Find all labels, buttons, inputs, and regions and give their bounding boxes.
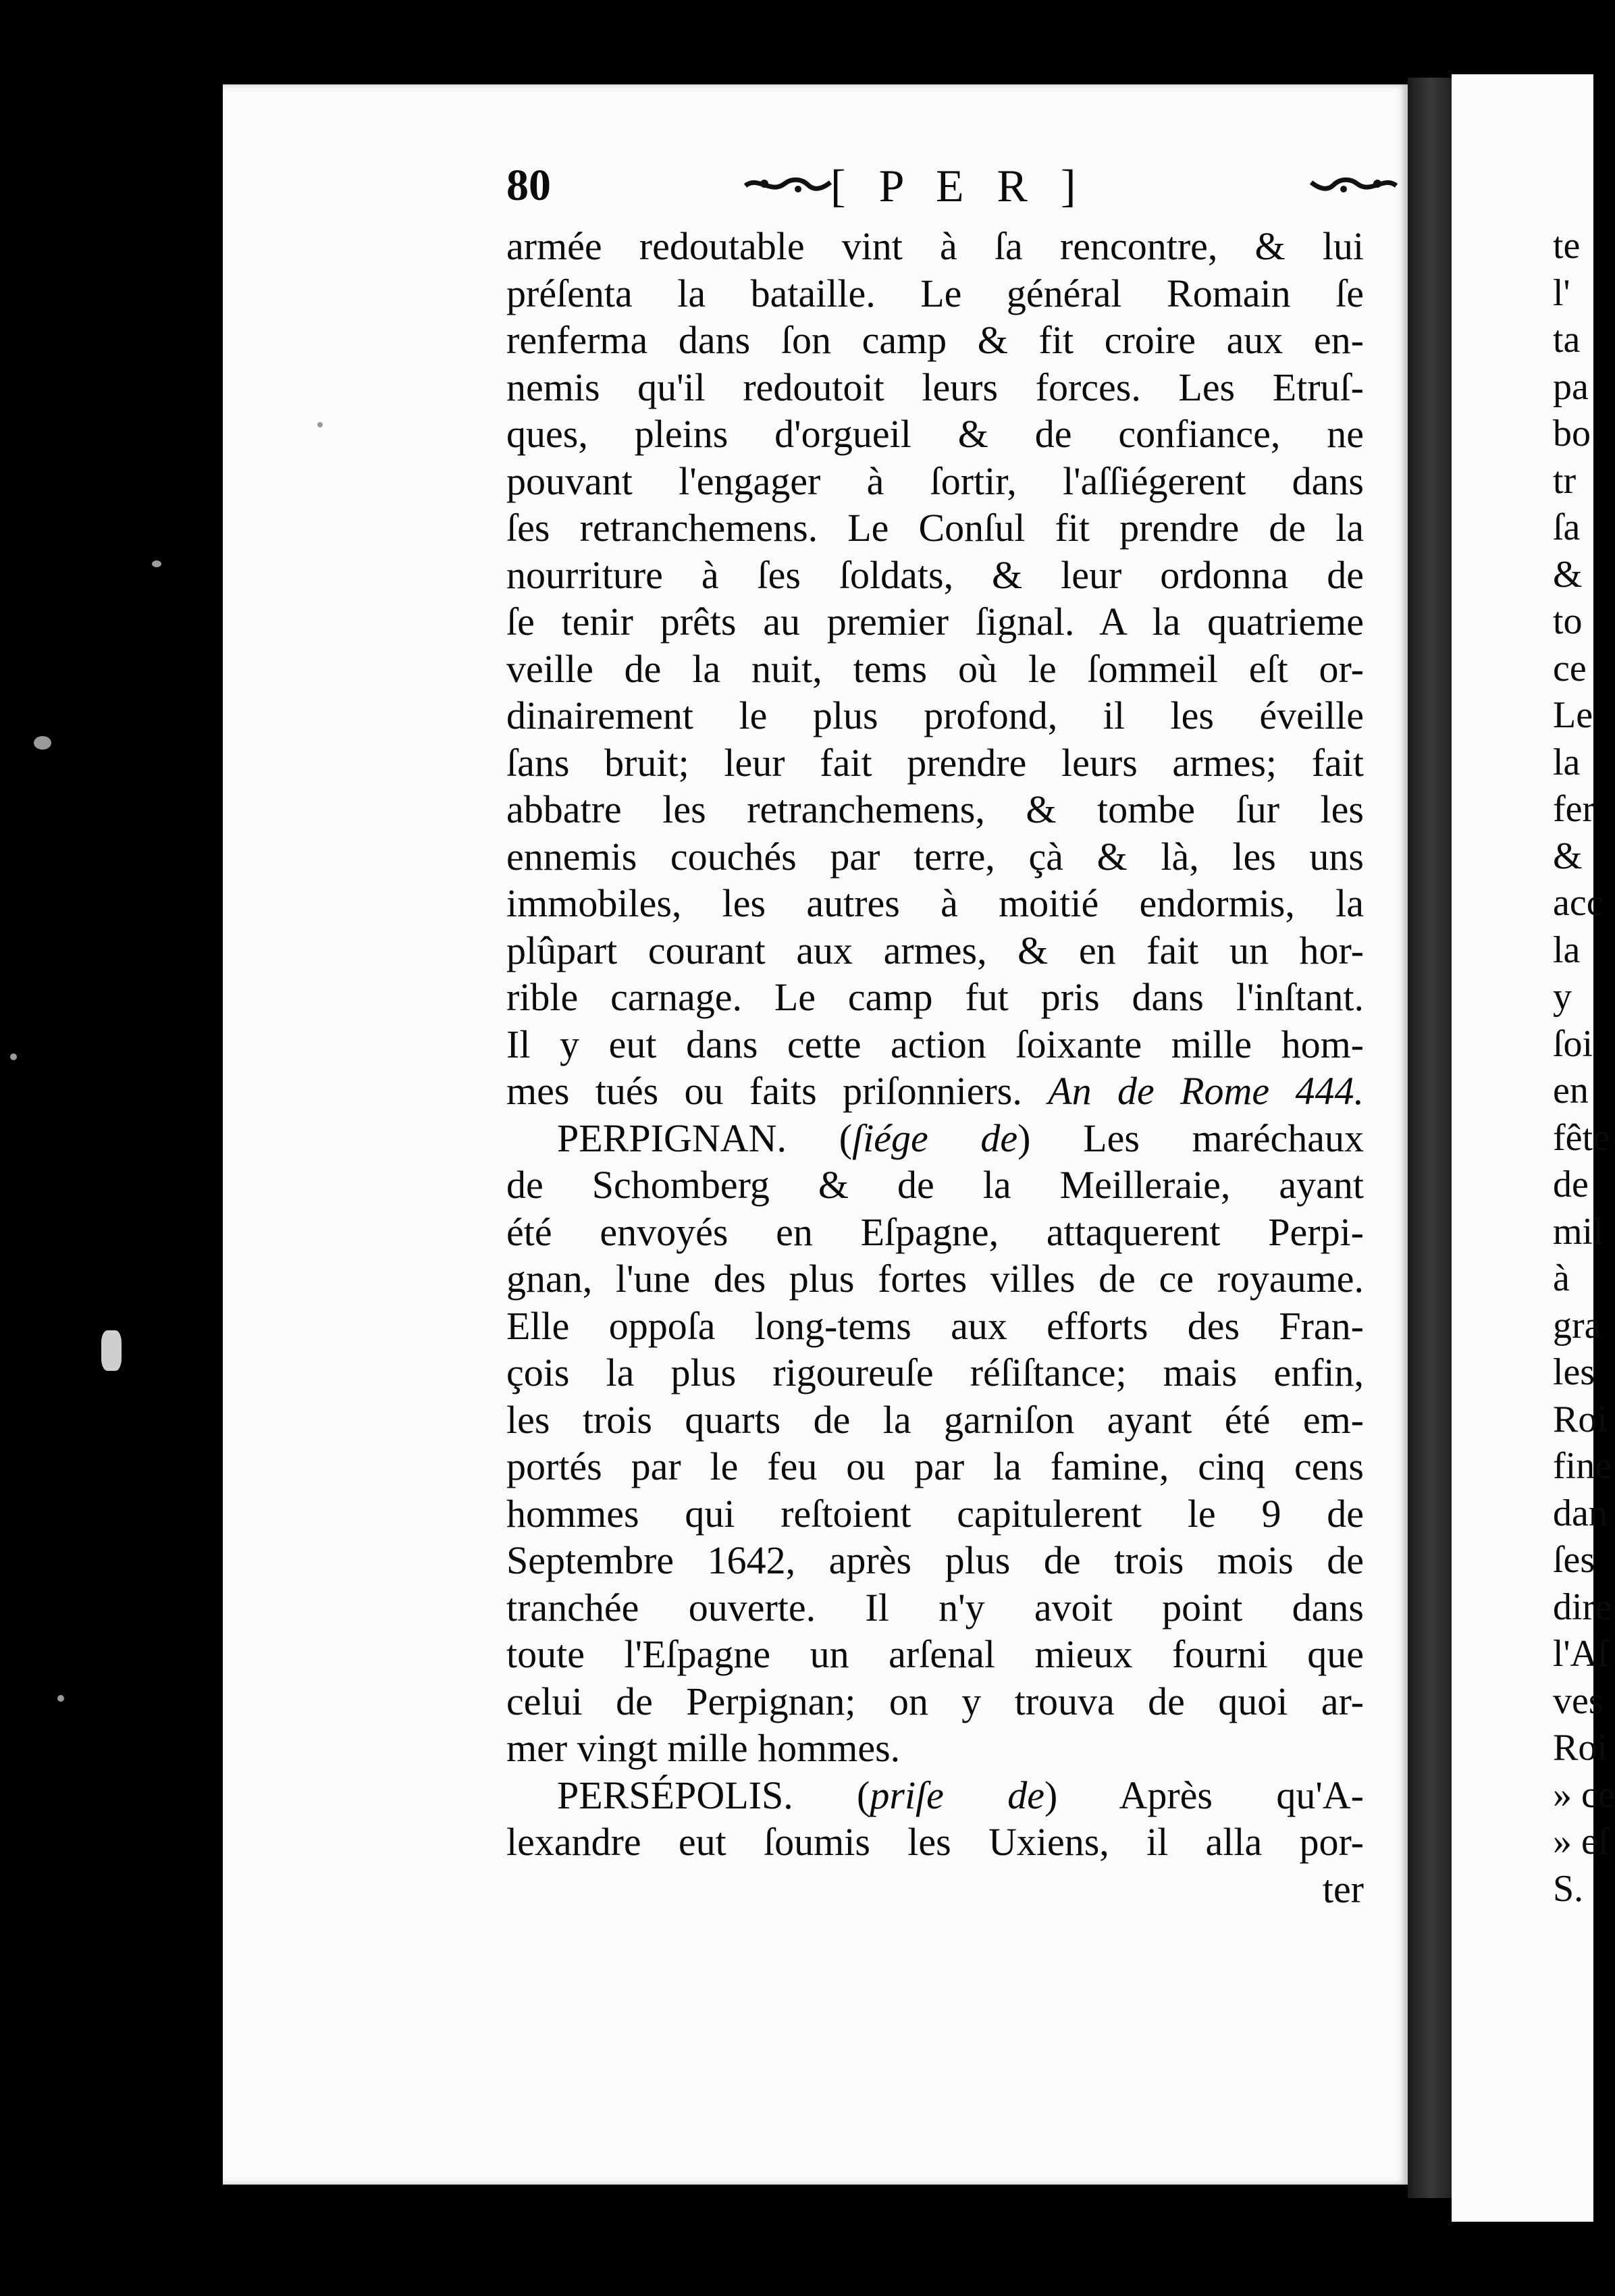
- facing-page-fragment: &: [1553, 553, 1583, 596]
- facing-page-fragments: [1553, 223, 1615, 1912]
- paren-close: ): [1044, 1773, 1058, 1817]
- date-note: An de Rome 444.: [1048, 1069, 1364, 1113]
- text-line-part: Les maréchaux: [1083, 1116, 1364, 1160]
- text-line: pouvant l'engager à ſortir, l'aſſiégerent dans: [506, 459, 1364, 503]
- facing-page-fragment: bo: [1553, 413, 1591, 454]
- fleuron-ornament-left-icon: [744, 174, 832, 197]
- text-line: plûpart courant aux armes, & en fait un hor-: [506, 928, 1364, 972]
- paren-open: (: [857, 1773, 870, 1817]
- text-line: veille de la nuit, tems où le ſommeil eſt or-: [506, 646, 1364, 691]
- text-line: çois la plus rigoureuſe réſiſtance; mais enfin,: [506, 1351, 1364, 1394]
- text-line: toute l'Eſpagne un arſenal mieux fourni que: [506, 1632, 1364, 1676]
- text-line: ſe tenir prêts au premier ſignal. A la quatrieme: [506, 600, 1364, 644]
- text-line: immobiles, les autres à moitié endormis, la: [506, 881, 1364, 925]
- facing-page-fragment: fer: [1553, 788, 1595, 830]
- facing-page-fragment: dan: [1553, 1492, 1608, 1534]
- text-line: lexandre eut ſoumis les Uxiens, il alla por-: [506, 1820, 1364, 1864]
- facing-page-fragment: Roi: [1553, 1398, 1608, 1440]
- facing-page-fragment: ſa: [1553, 506, 1581, 548]
- facing-page-fragment: ſoi: [1553, 1022, 1593, 1065]
- text-line: Septembre 1642, après plus de trois mois de: [506, 1538, 1364, 1582]
- facing-page-fragment: gra: [1553, 1304, 1601, 1347]
- text-line-part: mes tués ou faits priſonniers.: [506, 1069, 1022, 1113]
- facing-page-fragment: Le: [1553, 694, 1593, 736]
- text-line: préſenta la bataille. Le général Romain ſe: [506, 271, 1364, 315]
- facing-page-fragment: l'Aſ: [1553, 1633, 1608, 1675]
- paren-close: ): [1017, 1116, 1031, 1160]
- text-line: mer vingt mille hommes.: [506, 1726, 901, 1770]
- entry-persepolis-first-line: [506, 1772, 1364, 1819]
- text-line-part: Après qu'A-: [1119, 1773, 1364, 1817]
- dust-speck: [57, 1695, 64, 1702]
- text-line: ennemis couchés par terre, çà & là, les uns: [506, 834, 1364, 879]
- dust-speck: [101, 1330, 122, 1371]
- facing-page-fragment: ta: [1553, 319, 1581, 361]
- facing-page-fragment: ce: [1553, 647, 1587, 689]
- text-line: celui de Perpignan; on y trouva de quoi ar-: [506, 1679, 1364, 1723]
- paren-open: (: [839, 1116, 853, 1160]
- facing-page-fragment: pa: [1553, 365, 1589, 408]
- dust-speck: [10, 1053, 17, 1060]
- facing-page-fragment: &: [1553, 835, 1583, 877]
- text-line: nemis qu'il redoutoit leurs forces. Les Etruſ-: [506, 365, 1364, 409]
- catchword-text: ter: [1322, 1867, 1364, 1911]
- facing-page-fragment: fine: [1553, 1445, 1612, 1487]
- facing-page-fragment: la: [1553, 741, 1581, 783]
- page-header: [506, 155, 1364, 216]
- text-line: ſans bruit; leur fait prendre leurs armes; fait: [506, 740, 1364, 785]
- text-line: hommes qui reſtoient capitulerent le 9 de: [506, 1491, 1364, 1536]
- facing-page-fragment: » ce: [1553, 1773, 1615, 1816]
- facing-page-fragment: tr: [1553, 459, 1577, 502]
- entry-subtitle-perpignan: ſiége de: [852, 1116, 1018, 1160]
- entry-subtitle-persepolis: priſe de: [870, 1773, 1045, 1817]
- text-line: gnan, l'une des plus fortes villes de ce royaume.: [506, 1257, 1364, 1301]
- text-line: ſes retranchemens. Le Conſul fit prendre de la: [506, 506, 1364, 550]
- text-line: dinairement le plus profond, il les éveille: [506, 694, 1364, 737]
- entry-perpignan-first-line: [506, 1115, 1364, 1162]
- text-line: rible carnage. Le camp fut pris dans l'inſtant.: [506, 975, 1364, 1019]
- text-line: été envoyés en Eſpagne, attaquerent Perpi-: [506, 1209, 1364, 1254]
- entry-headword-persepolis: PERSÉPOLIS.: [557, 1773, 793, 1817]
- facing-page-fragment: fête: [1553, 1116, 1610, 1159]
- text-line: abbatre les retranchemens, & tombe ſur les: [506, 787, 1364, 831]
- facing-page-fragment: les: [1553, 1351, 1595, 1393]
- facing-page-fragment: ſes: [1553, 1539, 1595, 1581]
- text-line: Il y eut dans cette action ſoixante mille hom-: [506, 1022, 1364, 1066]
- fleuron-ornament-right-icon: [1310, 174, 1398, 197]
- facing-page-fragment: S.: [1553, 1867, 1584, 1910]
- text-line: Elle oppoſa long-tems aux efforts des Fran-: [506, 1303, 1364, 1348]
- facing-page-fragment: ves: [1553, 1679, 1604, 1722]
- facing-page-fragment: la: [1553, 929, 1581, 971]
- facing-page-fragment: te: [1553, 225, 1581, 267]
- facing-page-fragment: de: [1553, 1164, 1589, 1205]
- facing-page-fragment: dire: [1553, 1586, 1612, 1628]
- text-line: portés par le feu ou par la famine, cinq cens: [506, 1444, 1364, 1488]
- running-head: [ P E R ]: [830, 160, 1087, 211]
- catchword: [506, 1866, 1364, 1913]
- text-line-with-date: [506, 1068, 1364, 1115]
- text-line: armée redoutable vint à ſa rencontre, & lui: [506, 224, 1364, 268]
- dust-speck: [152, 560, 161, 567]
- page-number: 80: [506, 161, 551, 210]
- facing-page-fragment: to: [1553, 600, 1583, 642]
- text-line: renferma dans ſon camp & fit croire aux en-: [506, 318, 1364, 362]
- facing-page-fragment: mil: [1553, 1210, 1604, 1253]
- text-line: de Schomberg & de la Meilleraie, ayant: [506, 1163, 1364, 1207]
- facing-page-fragment: à: [1553, 1257, 1570, 1299]
- facing-page-fragment: en: [1553, 1070, 1589, 1112]
- text-line: nourriture à ſes ſoldats, & leur ordonna de: [506, 552, 1364, 597]
- dust-speck: [317, 422, 323, 427]
- facing-page-fragment: y: [1553, 976, 1572, 1018]
- entry-headword-perpignan: PERPIGNAN.: [557, 1116, 787, 1160]
- text-line: tranchée ouverte. Il n'y avoit point dans: [506, 1585, 1364, 1629]
- body-text: [506, 223, 1364, 1912]
- facing-page-fragment: » eſ: [1553, 1821, 1609, 1862]
- facing-page-fragment: acc: [1553, 882, 1604, 924]
- facing-page-fragment: Roi: [1553, 1727, 1608, 1769]
- text-line: les trois quarts de la garniſon ayant été em-: [506, 1397, 1364, 1442]
- dust-speck: [34, 736, 51, 750]
- facing-page-fragment: l': [1553, 271, 1570, 314]
- text-line: ques, pleins d'orgueil & de confiance, ne: [506, 412, 1364, 456]
